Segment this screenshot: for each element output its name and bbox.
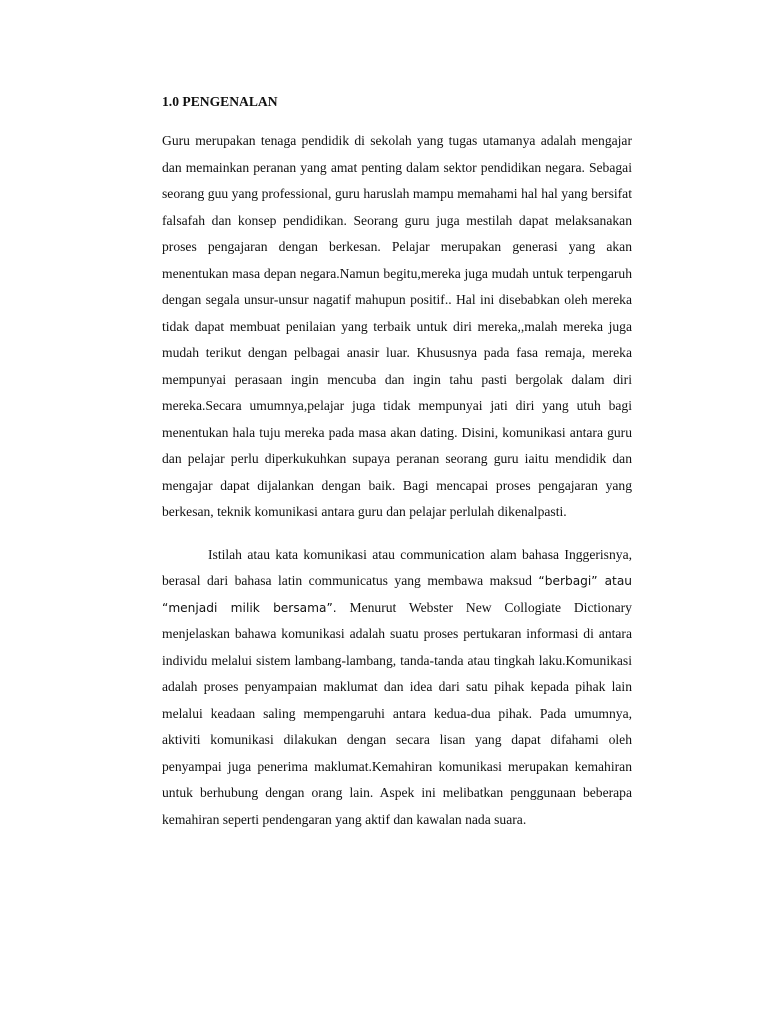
quoted-meaning: “berbagi” atau “menjadi milik bersama”. bbox=[162, 574, 633, 615]
paragraph-definition-part1: Istilah atau kata komunikasi atau communication alam bahasa Inggerisnya, berasal dari bahasa latin communicatus yang membawa maksud bbox=[162, 546, 632, 588]
section-heading: 1.0 PENGENALAN bbox=[162, 94, 278, 109]
paragraph-definition bbox=[162, 542, 632, 834]
paragraph-introduction: Guru merupakan tenaga pendidik di sekolah yang tugas utamanya adalah mengajar dan memainkan peranan yang amat penting dalam sektor pendidikan negara. Sebagai seorang guu yang professional, guru haruslah mampu memahami hal hal yang bersifat falsafah dan konsep pendidikan. Seorang guru juga mestilah dapat melaksanakan proses pengajaran dengan berkesan. Pelajar merupakan generasi yang akan menentukan masa depan negara.Namun begitu,mereka juga mudah untuk terpengaruh dengan segala unsur-unsur nagatif mahupun positif.. Hal ini disebabkan oleh mereka tidak dapat membuat penilaian yang terbaik untuk diri mereka,,malah mereka juga mudah terikut dengan pelbagai anasir luar. Khususnya pada fasa remaja, mereka mempunyai perasaan ingin mencuba dan ingin tahu pasti bergolak dalam diri mereka.Secara umumnya,pelajar juga tidak mempunyai jati diri yang utuh bagi menentukan hala tuju mereka pada masa akan dating. Disini, komunikasi antara guru dan pelajar perlu diperkukuhkan supaya peranan seorang guru iaitu mendidik dan mengajar dapat dijalankan dengan baik. Bagi mencapai proses pengajaran yang berkesan, teknik komunikasi antara guru dan pelajar perlulah dikenalpasti. bbox=[162, 133, 632, 519]
document-body bbox=[162, 90, 632, 833]
paragraph-definition-part2: Menurut Webster New Collogiate Dictionary menjelaskan bahawa komunikasi adalah suatu proses pertukaran informasi di antara individu melalui sistem lambang-lambang, tanda-tanda atau tingkah laku.Komunikasi adalah proses penyampaian maklumat dan idea dari satu pihak kepada pihak lain melalui keadaan saling mempengaruhi antara kedua-dua pihak. Pada umumnya, aktiviti komunikasi dilakukan dengan secara lisan yang dapat difahami oleh penyampai juga penerima maklumat.Kemahiran komunikasi merupakan kemahiran untuk berhubung dengan orang lain. Aspek ini melibatkan penggunaan beberapa kemahiran seperti pendengaran yang aktif dan kawalan nada suara. bbox=[162, 599, 632, 827]
